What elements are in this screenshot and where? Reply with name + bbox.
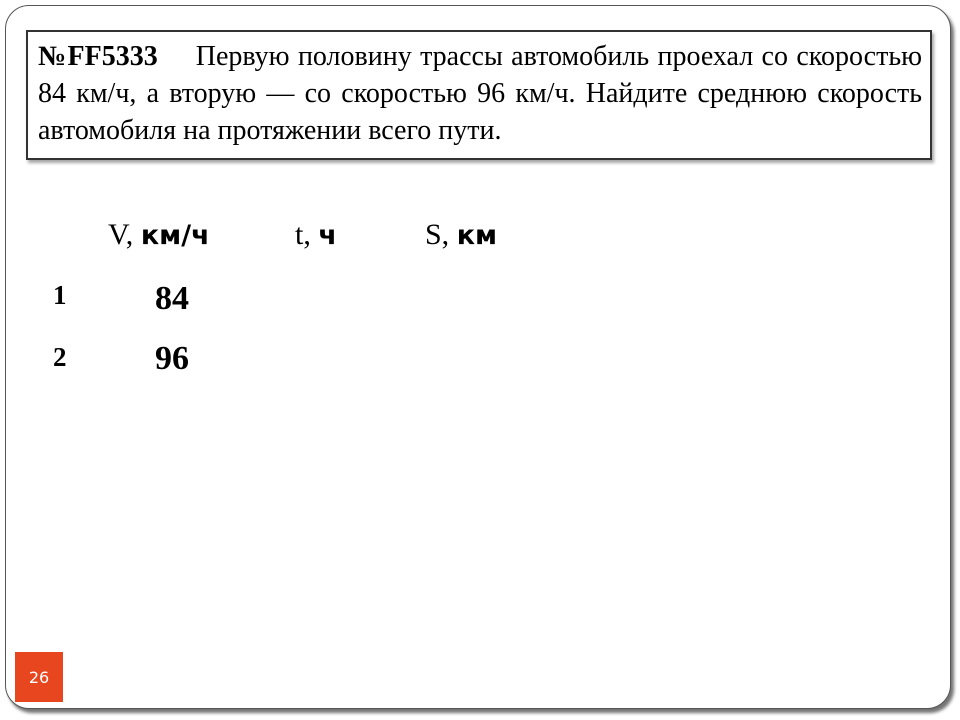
problem-statement (38, 38, 922, 149)
page-number-badge: 26 (15, 652, 63, 702)
header-distance-symbol: S, (425, 218, 450, 251)
header-time-symbol: t, (295, 218, 311, 251)
header-time (295, 218, 337, 252)
header-distance-unit: км (456, 220, 498, 251)
speed-value-1: 84 (155, 280, 189, 317)
speed-value-2: 96 (155, 340, 189, 377)
header-speed-unit: км/ч (140, 220, 210, 251)
header-speed (108, 218, 210, 252)
problem-box (26, 30, 932, 160)
row-number-2: 2 (53, 342, 67, 372)
row-number-1: 1 (53, 280, 67, 310)
header-speed-symbol: V, (108, 218, 134, 251)
problem-text: Первую половину трассы автомобиль проехал со скоростью 84 км/ч, а вторую — со скоростью 96 км/ч. Найдите среднюю скорость автомобиля на протяжении всего пути. (38, 41, 923, 146)
header-distance (425, 218, 497, 252)
problem-number: №FF5333 (38, 41, 158, 72)
header-time-unit: ч (318, 220, 337, 251)
